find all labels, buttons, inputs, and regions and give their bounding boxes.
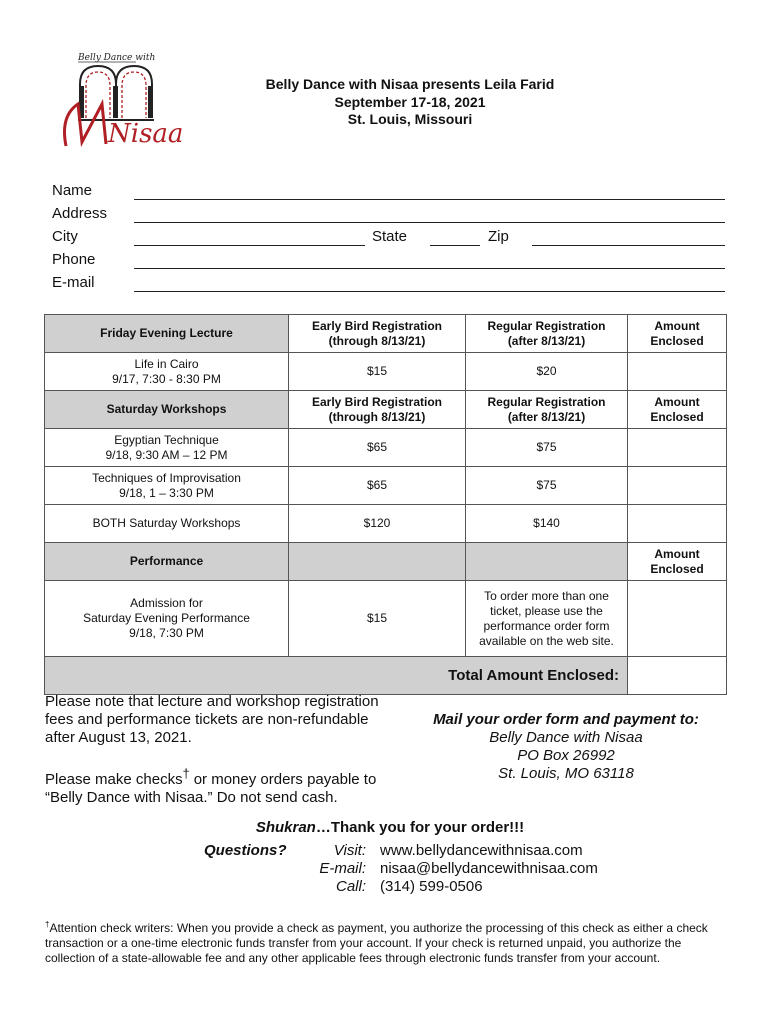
lecture-name: Life in Cairo 9/17, 7:30 - 8:30 PM <box>45 353 289 391</box>
saturday-header: Saturday Workshops <box>45 391 289 429</box>
state-label: State <box>372 228 408 245</box>
workshop-amount-cell[interactable] <box>628 429 727 467</box>
event-title: Belly Dance with Nisaa presents Leila Farid <box>265 76 555 92</box>
event-location: St. Louis, Missouri <box>347 111 473 127</box>
city-field[interactable] <box>134 245 365 246</box>
thanks-italic: Shukran <box>255 819 316 836</box>
table-row <box>45 353 727 391</box>
mail-address-block <box>410 711 722 783</box>
workshop-name: Techniques of Improvisation 9/18, 1 – 3:30 PM <box>45 467 289 505</box>
lecture-early-price: $15 <box>289 353 466 391</box>
workshop-name: Egyptian Technique 9/18, 9:30 AM – 12 PM <box>45 429 289 467</box>
friday-header: Friday Evening Lecture <box>45 315 289 353</box>
event-header <box>250 76 570 129</box>
amount-header: Amount Enclosed <box>628 315 727 353</box>
registration-table <box>44 314 727 695</box>
amount-header: Amount Enclosed <box>628 391 727 429</box>
phone-number[interactable]: (314) 599-0506 <box>380 878 483 895</box>
performance-header: Performance <box>45 543 289 581</box>
workshop-amount-cell[interactable] <box>628 467 727 505</box>
workshop-early-price: $65 <box>289 467 466 505</box>
state-field[interactable] <box>430 245 480 246</box>
refund-note: Please note that lecture and workshop registration fees and performance tickets are non-refundable after August 13, 2021. <box>45 693 379 746</box>
workshop-amount-cell[interactable] <box>628 505 727 543</box>
regular-header: Regular Registration (after 8/13/21) <box>466 315 628 353</box>
checks-note-post: or money orders payable to “Belly Dance with Nisaa.” Do not send cash. <box>45 771 377 806</box>
table-row <box>45 315 727 353</box>
brand-logo <box>58 46 198 158</box>
performance-name: Admission for Saturday Evening Performance 9/18, 7:30 PM <box>45 581 289 657</box>
address-field[interactable] <box>134 222 725 223</box>
name-field[interactable] <box>134 199 725 200</box>
mail-line: PO Box 26992 <box>517 747 615 764</box>
workshop-early-price: $120 <box>289 505 466 543</box>
checks-note-pre: Please make checks <box>45 771 183 788</box>
zip-label: Zip <box>488 228 509 245</box>
early-bird-header: Early Bird Registration (through 8/13/21) <box>289 391 466 429</box>
zip-field[interactable] <box>532 245 725 246</box>
performance-amount-cell[interactable] <box>628 581 727 657</box>
performance-price: $15 <box>289 581 466 657</box>
workshop-regular-price: $75 <box>466 429 628 467</box>
table-row <box>45 391 727 429</box>
event-dates: September 17-18, 2021 <box>334 93 486 110</box>
table-row <box>45 657 727 695</box>
performance-header-blank <box>466 543 628 581</box>
footnote-text: Attention check writers: When you provide a check as payment, you authorize the processing of this check as either a check transaction or a one-time electronic funds transfer from your account. If your check is returned unpaid, you authorize the collection of a state-allowable fee and any other applicable fees through electronic funds transfer from your account. <box>45 921 708 965</box>
checks-note <box>45 765 385 807</box>
thank-you-message <box>180 819 600 836</box>
dagger-mark: † <box>182 767 190 781</box>
footnote <box>45 917 725 966</box>
regular-header: Regular Registration (after 8/13/21) <box>466 391 628 429</box>
table-row <box>45 429 727 467</box>
table-row <box>45 505 727 543</box>
workshop-regular-price: $75 <box>466 467 628 505</box>
logo-brand-text: Nisaa <box>108 119 184 149</box>
footnote-mark: † <box>45 920 50 929</box>
workshop-name: BOTH Saturday Workshops <box>45 505 289 543</box>
questions-label: Questions? <box>204 842 287 859</box>
phone-field[interactable] <box>134 268 725 269</box>
amount-header: Amount Enclosed <box>628 543 727 581</box>
thanks-rest: …Thank you for your order!!! <box>315 819 525 836</box>
logo-script-text: Belly Dance with <box>78 53 156 63</box>
mail-line: Belly Dance with Nisaa <box>489 729 643 746</box>
table-row <box>45 543 727 581</box>
workshop-regular-price: $140 <box>466 505 628 543</box>
lecture-amount-cell[interactable] <box>628 353 727 391</box>
total-amount-cell[interactable] <box>628 657 727 695</box>
performance-header-blank <box>289 543 466 581</box>
logo-arches-graphic <box>58 46 198 158</box>
email-contact-label: E-mail: <box>319 860 366 877</box>
call-label: Call: <box>335 878 366 895</box>
name-label: Name <box>52 182 93 199</box>
early-bird-header: Early Bird Registration (through 8/13/21) <box>289 315 466 353</box>
table-row <box>45 467 727 505</box>
website-link[interactable]: www.bellydancewithnisaa.com <box>380 842 583 859</box>
mail-heading: Mail your order form and payment to: <box>433 711 699 728</box>
city-label: City <box>52 228 78 245</box>
mail-line: St. Louis, MO 63118 <box>498 765 634 782</box>
lecture-regular-price: $20 <box>466 353 628 391</box>
table-row <box>45 581 727 657</box>
total-label: Total Amount Enclosed: <box>45 657 628 695</box>
workshop-early-price: $65 <box>289 429 466 467</box>
performance-note: To order more than one ticket, please use the performance order form available on the web site. <box>466 581 628 657</box>
email-label: E-mail <box>52 274 95 291</box>
email-link[interactable]: nisaa@bellydancewithnisaa.com <box>380 860 598 877</box>
phone-label: Phone <box>52 251 96 268</box>
email-field[interactable] <box>134 291 725 292</box>
address-label: Address <box>52 205 108 222</box>
visit-label: Visit: <box>333 842 366 859</box>
